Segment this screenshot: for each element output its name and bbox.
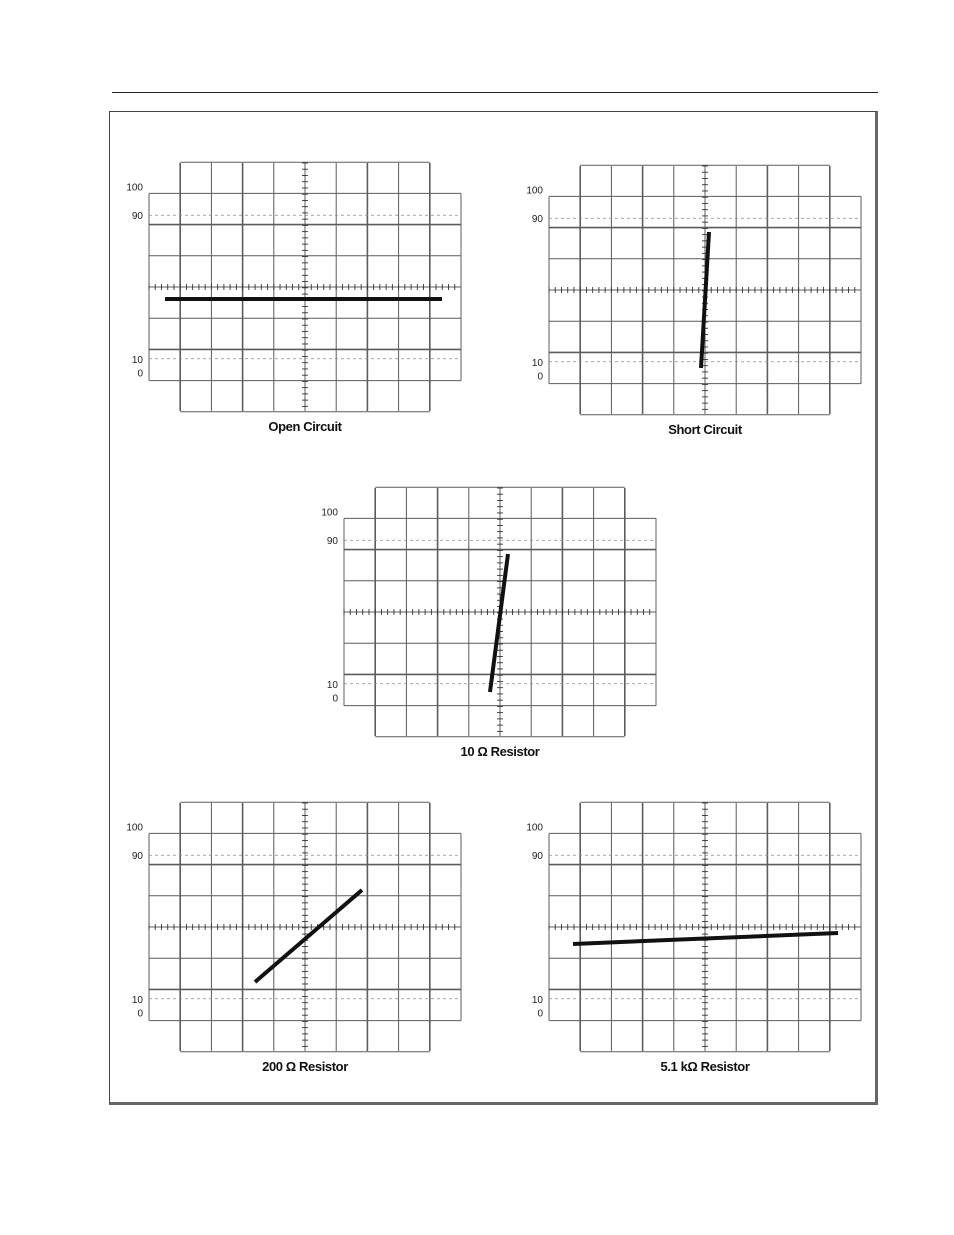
axis-label-90: 90 xyxy=(131,851,143,863)
axis-ticks xyxy=(149,163,455,406)
axis-ticks xyxy=(549,166,855,409)
panel-caption: 5.1 kΩ Resistor xyxy=(660,1059,750,1074)
scope-panel-r200 xyxy=(126,802,461,1074)
axis-label-10: 10 xyxy=(326,679,338,691)
axis-ticks xyxy=(549,803,855,1046)
scope-panel-open xyxy=(126,162,461,434)
axis-label-10: 10 xyxy=(531,994,543,1006)
panel-caption: 10 Ω Resistor xyxy=(460,744,540,759)
axis-label-0: 0 xyxy=(137,368,143,380)
axis-label-100: 100 xyxy=(526,185,543,197)
panel-caption: Open Circuit xyxy=(268,419,342,434)
scope-panel-r5k1 xyxy=(526,802,861,1074)
panel-caption: Short Circuit xyxy=(668,422,742,437)
axis-label-0: 0 xyxy=(537,371,543,383)
axis-label-10: 10 xyxy=(131,354,143,366)
axis-label-90: 90 xyxy=(531,214,543,226)
axis-label-0: 0 xyxy=(537,1008,543,1020)
axis-label-10: 10 xyxy=(531,357,543,369)
panel-caption: 200 Ω Resistor xyxy=(262,1059,348,1074)
trace-line xyxy=(490,554,508,692)
axis-label-90: 90 xyxy=(326,536,338,548)
scope-panel-short xyxy=(526,165,861,437)
axis-label-100: 100 xyxy=(126,822,143,834)
axis-ticks xyxy=(344,488,650,731)
axis-label-100: 100 xyxy=(321,507,338,519)
axis-label-10: 10 xyxy=(131,994,143,1006)
trace-line xyxy=(255,890,362,982)
axis-label-90: 90 xyxy=(131,211,143,223)
axis-ticks xyxy=(149,803,455,1046)
axis-label-100: 100 xyxy=(526,822,543,834)
axis-label-100: 100 xyxy=(126,182,143,194)
scope-panel-r10 xyxy=(321,487,656,759)
axis-label-90: 90 xyxy=(531,851,543,863)
axis-label-0: 0 xyxy=(137,1008,143,1020)
axis-label-0: 0 xyxy=(332,693,338,705)
